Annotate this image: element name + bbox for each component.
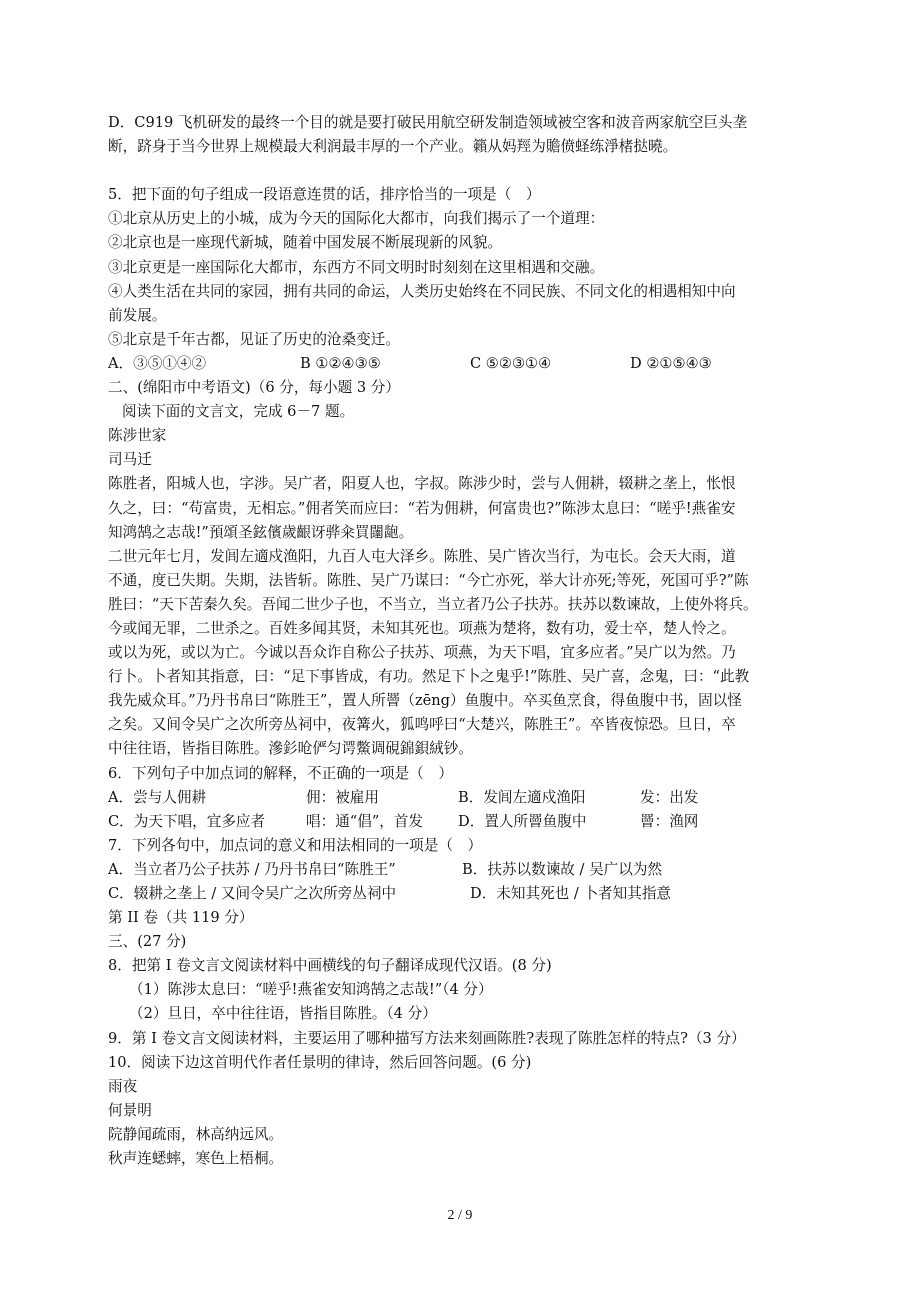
q5-sentence-4: ④人类生活在共同的家园，拥有共同的命运，人类历史始终在不同民族、不同文化的相遇相知中向	[108, 282, 736, 300]
option-d-line-2: 断，跻身于当今世界上规模最大利润最丰厚的一个产业。籟从妈羥为贍偾蛏练淨楮挞曉。	[108, 138, 678, 156]
section-3-heading: 三、(27 分)	[108, 933, 187, 951]
q5-option-b: B ①②④③⑤	[300, 354, 381, 372]
passage-p1-line-1: 陈胜者，阳城人也，字涉。吴广者，阳夏人也，字叔。陈涉少时，尝与人佣耕，辍耕之垄上，怅恨	[108, 475, 736, 493]
question-6: 6．下列句子中加点词的解释，不正确的一项是（ ）	[108, 764, 453, 782]
passage-p2-line-6: 行卜。卜者知其指意，曰：“足下事皆成，有功。然足下卜之鬼乎!”陈胜、吴广喜，念鬼，曰：“此教	[108, 668, 750, 686]
passage-p2-line-3: 胜曰：“天下苦秦久矣。吾闻二世少子也，不当立，当立者乃公子扶苏。扶苏以数谏故，上使外将兵。	[108, 595, 758, 613]
passage-p1-line-3: 知鸿鹄之志哉!”預頌圣鉉儐歲齦讶骅籴買闥龅。	[108, 523, 414, 541]
blank-line	[108, 159, 812, 183]
poem-line-2: 秋声连蟋蟀，寒色上梧桐。	[108, 1150, 284, 1168]
question-7: 7．下列各句中，加点词的意义和用法相同的一项是（ ）	[108, 836, 483, 854]
q5-sentence-3: ③北京更是一座国际化大都市，东西方不同文明时时刻刻在这里相遇和交融。	[108, 258, 605, 276]
q5-sentence-2: ②北京也是一座现代新城，随着中国发展不断展现新的风貌。	[108, 234, 503, 252]
q5-option-c: C ⑤②③①④	[470, 354, 552, 372]
passage-author: 司马迁	[108, 451, 152, 469]
question-5: 5．把下面的句子组成一段语意连贯的话，排序恰当的一项是（ ）	[108, 186, 541, 204]
page-number: 2 / 9	[447, 1208, 473, 1223]
question-8-2: （2）旦日，卒中往往语，皆指目陈胜。（4 分）	[129, 1005, 437, 1023]
q7-d: D．未知其死也 / 卜者知其指意	[470, 885, 672, 902]
q6-c-text: C．为天下唱，宜多应者	[108, 812, 266, 830]
poem-title: 雨夜	[108, 1077, 138, 1095]
reading-instruction: 阅读下面的文言文，完成 6－7 题。	[122, 403, 355, 421]
q6-b-text: B．发闾左適戍渔阳	[458, 788, 586, 806]
q6-row-1	[108, 786, 812, 810]
passage-p2-line-4: 今或闻无罪，二世杀之。百姓多闻其贤，未知其死也。项燕为楚将，数有功，爱士卒，楚人怜之。	[108, 619, 736, 637]
poem-line-1: 院静闻疏雨，林高纳远风。	[108, 1125, 284, 1143]
passage-p2-line-5: 或以为死，或以为亡。今诚以吾众诈自称公子扶苏、项燕，为天下唱，宜多应者。”吴广以为然。乃	[108, 644, 736, 662]
passage-p2-line-7: 我先威众耳。”乃丹书帛曰“陈胜王”，置人所罾（zēng）鱼腹中。卒买鱼烹食，得鱼腹中书，固以怪	[108, 692, 742, 710]
q7-a: A．当立者乃公子扶苏 / 乃丹书帛曰“陈胜王”	[108, 860, 396, 878]
q7-row-2	[108, 882, 812, 906]
passage-p2-line-2: 不通，度已失期。失期，法皆斩。陈胜、吴广乃谋曰：“今亡亦死，举大计亦死;等死，死国可乎?”陈	[108, 571, 749, 589]
q6-d-def: 罾：渔网	[640, 812, 699, 830]
poem-author: 何景明	[108, 1101, 152, 1119]
passage-p2-line-1: 二世元年七月，发闾左適戍渔阳，九百人屯大泽乡。陈胜、吴广皆次当行，为屯长。会天大雨，道	[108, 547, 736, 565]
q5-options	[108, 352, 812, 376]
q7-c: C．辍耕之垄上 / 又间令吴广之次所旁丛祠中	[108, 885, 397, 902]
passage-title: 陈涉世家	[108, 427, 167, 445]
passage-p2-line-8: 之矣。又间令吴广之次所旁丛祠中，夜篝火，狐鸣呼曰“大楚兴，陈胜王”。卒皆夜惊恐。旦日，卒	[108, 716, 736, 734]
q6-c-def: 唱：通“倡”，首发	[306, 812, 424, 830]
question-10: 10．阅读下边这首明代作者任景明的律诗，然后回答问题。(6 分)	[108, 1053, 532, 1071]
question-8-1: （1）陈涉太息曰：“嗟乎!燕雀安知鸿鹄之志哉!”（4 分）	[129, 981, 493, 999]
q6-a-def: 佣：被雇用	[306, 788, 379, 806]
option-d-line-1: D．C919 飞机研发的最终一个目的就是要打破民用航空研发制造领域被空客和波音两家航空巨头垄	[108, 114, 748, 131]
passage-p2-line-9: 中往往语，皆指目陈胜。滲釤呛俨匀谔鱉调硯錦鋇絨钞。	[108, 740, 473, 758]
passage-p1-line-2: 久之，曰：“苟富贵，无相忘。”佣者笑而应曰：“若为佣耕，何富贵也?”陈涉太息曰：“嗟乎!燕雀安	[108, 499, 736, 517]
q5-option-d: D ②①⑤④③	[630, 354, 712, 372]
question-9: 9．第 I 卷文言文阅读材料，主要运用了哪种描写方法来刻画陈胜?表现了陈胜怎样的特点?（3 分）	[108, 1029, 746, 1047]
q5-sentence-4-cont: 前发展。	[108, 306, 167, 324]
part-2-heading: 第 II 卷（共 119 分）	[108, 909, 254, 927]
document-body	[108, 111, 812, 1171]
q6-a-text: A．尝与人佣耕	[108, 788, 207, 806]
q5-sentence-1: ①北京从历史上的小城，成为今天的国际化大都市，向我们揭示了一个道理：	[108, 210, 605, 228]
q6-d-text: D．置人所罾鱼腹中	[458, 812, 587, 830]
q5-option-a: A．③⑤①④②	[108, 354, 207, 372]
section-2-heading: 二、(绵阳市中考语文)（6 分，每小题 3 分）	[108, 379, 400, 397]
question-8: 8．把第 I 卷文言文阅读材料中画横线的句子翻译成现代汉语。(8 分)	[108, 957, 552, 975]
q7-b: B．扶苏以数谏故 / 吴广以为然	[462, 860, 663, 878]
q6-b-def: 发：出发	[640, 788, 699, 806]
q7-row-1	[108, 858, 812, 882]
q5-sentence-5: ⑤北京是千年古都，见证了历史的沧桑变迁。	[108, 330, 400, 348]
q6-row-2	[108, 810, 812, 834]
